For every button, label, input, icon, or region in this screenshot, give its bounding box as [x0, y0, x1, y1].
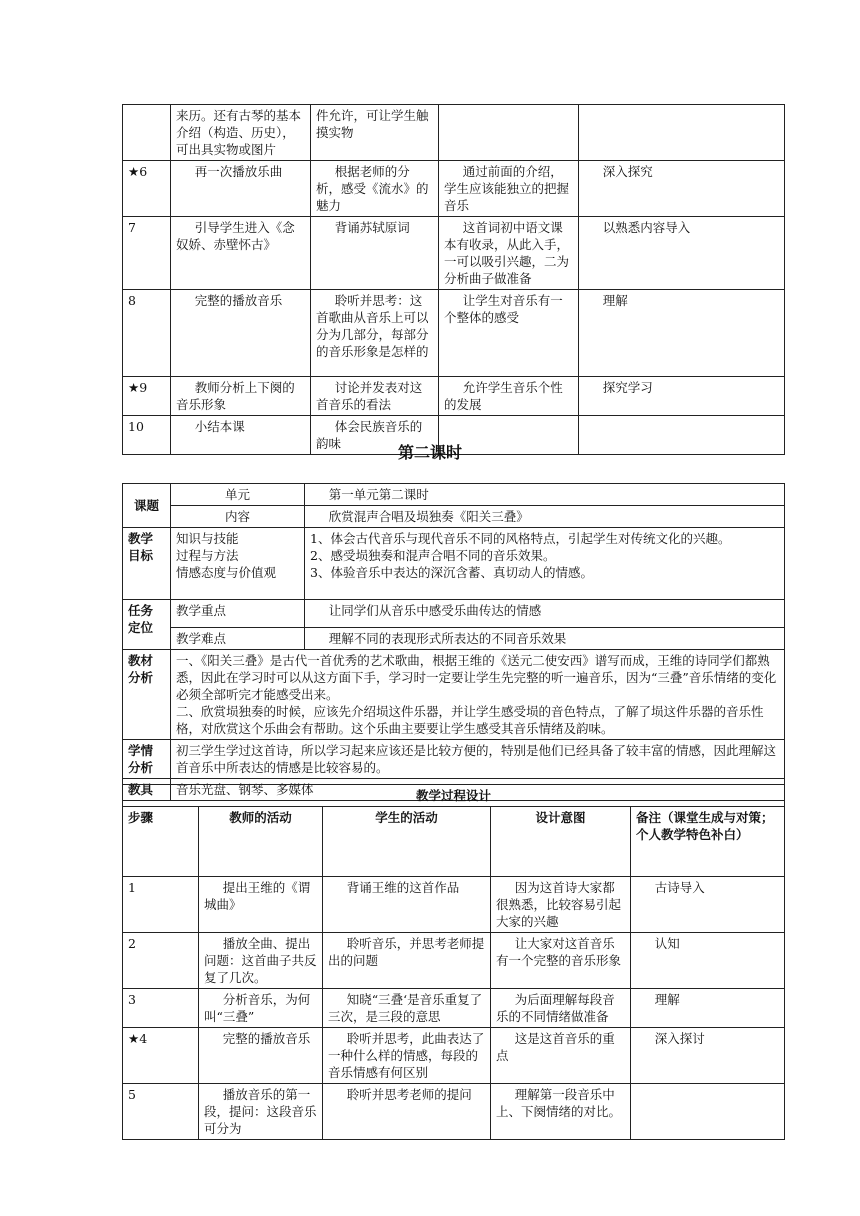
- content-label: 内容: [171, 506, 305, 528]
- difficulty-value: 理解不同的表现形式所表达的不同音乐效果: [305, 628, 785, 650]
- student-activity: 聆听音乐，并思考老师提出的问题: [323, 933, 491, 989]
- goal-item: 3、体验音乐中表达的深沉含蓄、真切动人的情感。: [310, 565, 593, 580]
- note: 深入探究: [579, 161, 785, 217]
- teacher-activity: 完整的播放音乐: [199, 1028, 323, 1084]
- material-row: [123, 650, 785, 740]
- teacher-activity: 小结本课: [171, 416, 311, 455]
- teacher-activity: 再一次播放乐曲: [171, 161, 311, 217]
- process-title: 教学过程设计: [123, 785, 785, 807]
- lesson2-process-table: [122, 784, 785, 1140]
- goal-item: 2、感受埙独奏和混声合唱不同的音乐效果。: [310, 548, 556, 563]
- design-intent: 允许学生音乐个性的发展: [439, 377, 579, 416]
- topic-row: [123, 484, 785, 506]
- student-analysis-row: [123, 740, 785, 779]
- goal-dimension: 知识与技能: [176, 531, 239, 546]
- goal-item: 1、体会古代音乐与现代音乐不同的风格特点，引起学生对传统文化的兴趣。: [310, 531, 731, 546]
- note: [579, 105, 785, 161]
- note: 古诗导入: [631, 877, 785, 933]
- note: 探究学习: [579, 377, 785, 416]
- unit-value: 第一单元第二课时: [305, 484, 785, 506]
- material-label: 教材分析: [123, 650, 171, 740]
- goal-row: [123, 528, 785, 600]
- design-intent: 这是这首音乐的重点: [491, 1028, 631, 1084]
- note: 以熟悉内容导入: [579, 217, 785, 290]
- step-num: 2: [123, 933, 199, 989]
- design-intent: 通过前面的介绍，学生应该能独立的把握音乐: [439, 161, 579, 217]
- student-activity: 根据老师的分析，感受《流水》的魅力: [311, 161, 439, 217]
- difficulty-row: [123, 628, 785, 650]
- unit-label: 单元: [171, 484, 305, 506]
- student-activity: 聆听并思考，此曲表达了一种什么样的情感，每段的音乐情感有何区别: [323, 1028, 491, 1084]
- table-row: [123, 105, 785, 161]
- goal-dimension: 过程与方法: [176, 548, 239, 563]
- task-label: 任务定位: [123, 600, 171, 650]
- tools-label: 教具: [123, 779, 171, 801]
- goal-dimension: 情感态度与价值观: [176, 565, 277, 580]
- step-num: 7: [123, 217, 171, 290]
- process-title-row: [123, 785, 785, 807]
- student-activity: 聆听并思考：这首歌曲从音乐上可以分为几部分，每部分的音乐形象是怎样的: [311, 290, 439, 377]
- goal-dimensions: [171, 528, 305, 600]
- student-analysis-label: 学情分析: [123, 740, 171, 779]
- step-num: ★9: [123, 377, 171, 416]
- goal-label: 教学目标: [123, 528, 171, 600]
- step-num: 10: [123, 416, 171, 455]
- material-analysis: [171, 650, 785, 740]
- header-step: 步骤: [123, 807, 199, 877]
- goal-items: [305, 528, 785, 600]
- teacher-activity: 来历。还有古琴的基本介绍（构造、历史），可出具实物或图片: [171, 105, 311, 161]
- student-activity: 聆听并思考老师的提问: [323, 1084, 491, 1140]
- lesson2-info-table: [122, 483, 785, 801]
- content-value: 欣赏混声合唱及埙独奏《阳关三叠》: [305, 506, 785, 528]
- design-intent: 为后面理解每段音乐的不同情绪做准备: [491, 989, 631, 1028]
- note: 认知: [631, 933, 785, 989]
- design-intent: 这首词初中语文课本有收录，从此入手，一可以吸引兴趣，二为分析曲子做准备: [439, 217, 579, 290]
- content-row: [123, 506, 785, 528]
- table-row: [123, 933, 785, 989]
- table-row: [123, 877, 785, 933]
- design-intent: 让学生对音乐有一个整体的感受: [439, 290, 579, 377]
- header-teacher: 教师的活动: [199, 807, 323, 877]
- teacher-activity: 播放音乐的第一段，提问：这段音乐可分为: [199, 1084, 323, 1140]
- design-intent: 因为这首诗大家都很熟悉，比较容易引起大家的兴趣: [491, 877, 631, 933]
- header-note: 备注（课堂生成与对策；个人教学特色补白）: [631, 807, 785, 877]
- difficulty-label: 教学难点: [171, 628, 305, 650]
- table-row: [123, 217, 785, 290]
- student-activity: 知晓“三叠‘是音乐重复了三次，是三段的意思: [323, 989, 491, 1028]
- table-row: [123, 989, 785, 1028]
- step-num: 5: [123, 1084, 199, 1140]
- step-num: ★4: [123, 1028, 199, 1084]
- design-intent: [439, 105, 579, 161]
- table-row: [123, 377, 785, 416]
- topic-label: 课题: [123, 484, 171, 528]
- header-row: [123, 807, 785, 877]
- header-intent: 设计意图: [491, 807, 631, 877]
- note: 理解: [631, 989, 785, 1028]
- student-activity: 讨论并发表对这首音乐的看法: [311, 377, 439, 416]
- table-row: [123, 161, 785, 217]
- note: 深入探讨: [631, 1028, 785, 1084]
- step-num: 3: [123, 989, 199, 1028]
- table-row: [123, 1084, 785, 1140]
- step-num: 8: [123, 290, 171, 377]
- student-activity: 背诵王维的这首作品: [323, 877, 491, 933]
- section-title: 第二课时: [397, 443, 462, 462]
- step-num: [123, 105, 171, 161]
- teacher-activity: 分析音乐，为何叫“三叠”: [199, 989, 323, 1028]
- design-intent: 让大家对这首音乐有一个完整的音乐形象: [491, 933, 631, 989]
- step-num: ★6: [123, 161, 171, 217]
- tools-value: 音乐光盘、钢琴、多媒体: [171, 779, 785, 801]
- note: [631, 1084, 785, 1140]
- key-point-row: [123, 600, 785, 628]
- design-intent: 理解第一段音乐中上、下阕情绪的对比。: [491, 1084, 631, 1140]
- lesson1-process-table: [122, 104, 785, 455]
- key-point-label: 教学重点: [171, 600, 305, 628]
- student-analysis-value: 初三学生学过这首诗，所以学习起来应该还是比较方便的，特别是他们已经具备了较丰富的情感，因此理解这首音乐中所表达的情感是比较容易的。: [171, 740, 785, 779]
- student-activity: 体会民族音乐的韵味: [311, 416, 439, 455]
- table-row: [123, 290, 785, 377]
- teacher-activity: 播放全曲、提出问题：这首曲子共反复了几次。: [199, 933, 323, 989]
- note: 理解: [579, 290, 785, 377]
- key-point-value: 让同学们从音乐中感受乐曲传达的情感: [305, 600, 785, 628]
- student-activity: 件允许，可让学生触摸实物: [311, 105, 439, 161]
- material-paragraph: 二、欣赏埙独奏的时候，应该先介绍埙这件乐器，并让学生感受埙的音色特点，了解了埙这件乐器的音乐性格，对欣赏这个乐曲会有帮助。这个乐曲主要要让学生感受其音乐情绪及韵味。: [176, 704, 764, 736]
- student-activity: 背诵苏轼原词: [311, 217, 439, 290]
- teacher-activity: 提出王维的《谓城曲》: [199, 877, 323, 933]
- teacher-activity: 引导学生进入《念奴娇、赤壁怀古》: [171, 217, 311, 290]
- header-student: 学生的活动: [323, 807, 491, 877]
- teacher-activity: 教师分析上下阕的音乐形象: [171, 377, 311, 416]
- step-num: 1: [123, 877, 199, 933]
- teacher-activity: 完整的播放音乐: [171, 290, 311, 377]
- material-paragraph: 一、《阳关三叠》是古代一首优秀的艺术歌曲，根据王维的《送元二使安西》谱写而成，王维的诗同学们都熟悉，因此在学习时可以从这方面下手，学习时一定要让学生先完整的听一遍音乐，因为“三叠”音乐情绪的变化必须全部听完才能感受出来。: [176, 653, 777, 702]
- table-row: [123, 1028, 785, 1084]
